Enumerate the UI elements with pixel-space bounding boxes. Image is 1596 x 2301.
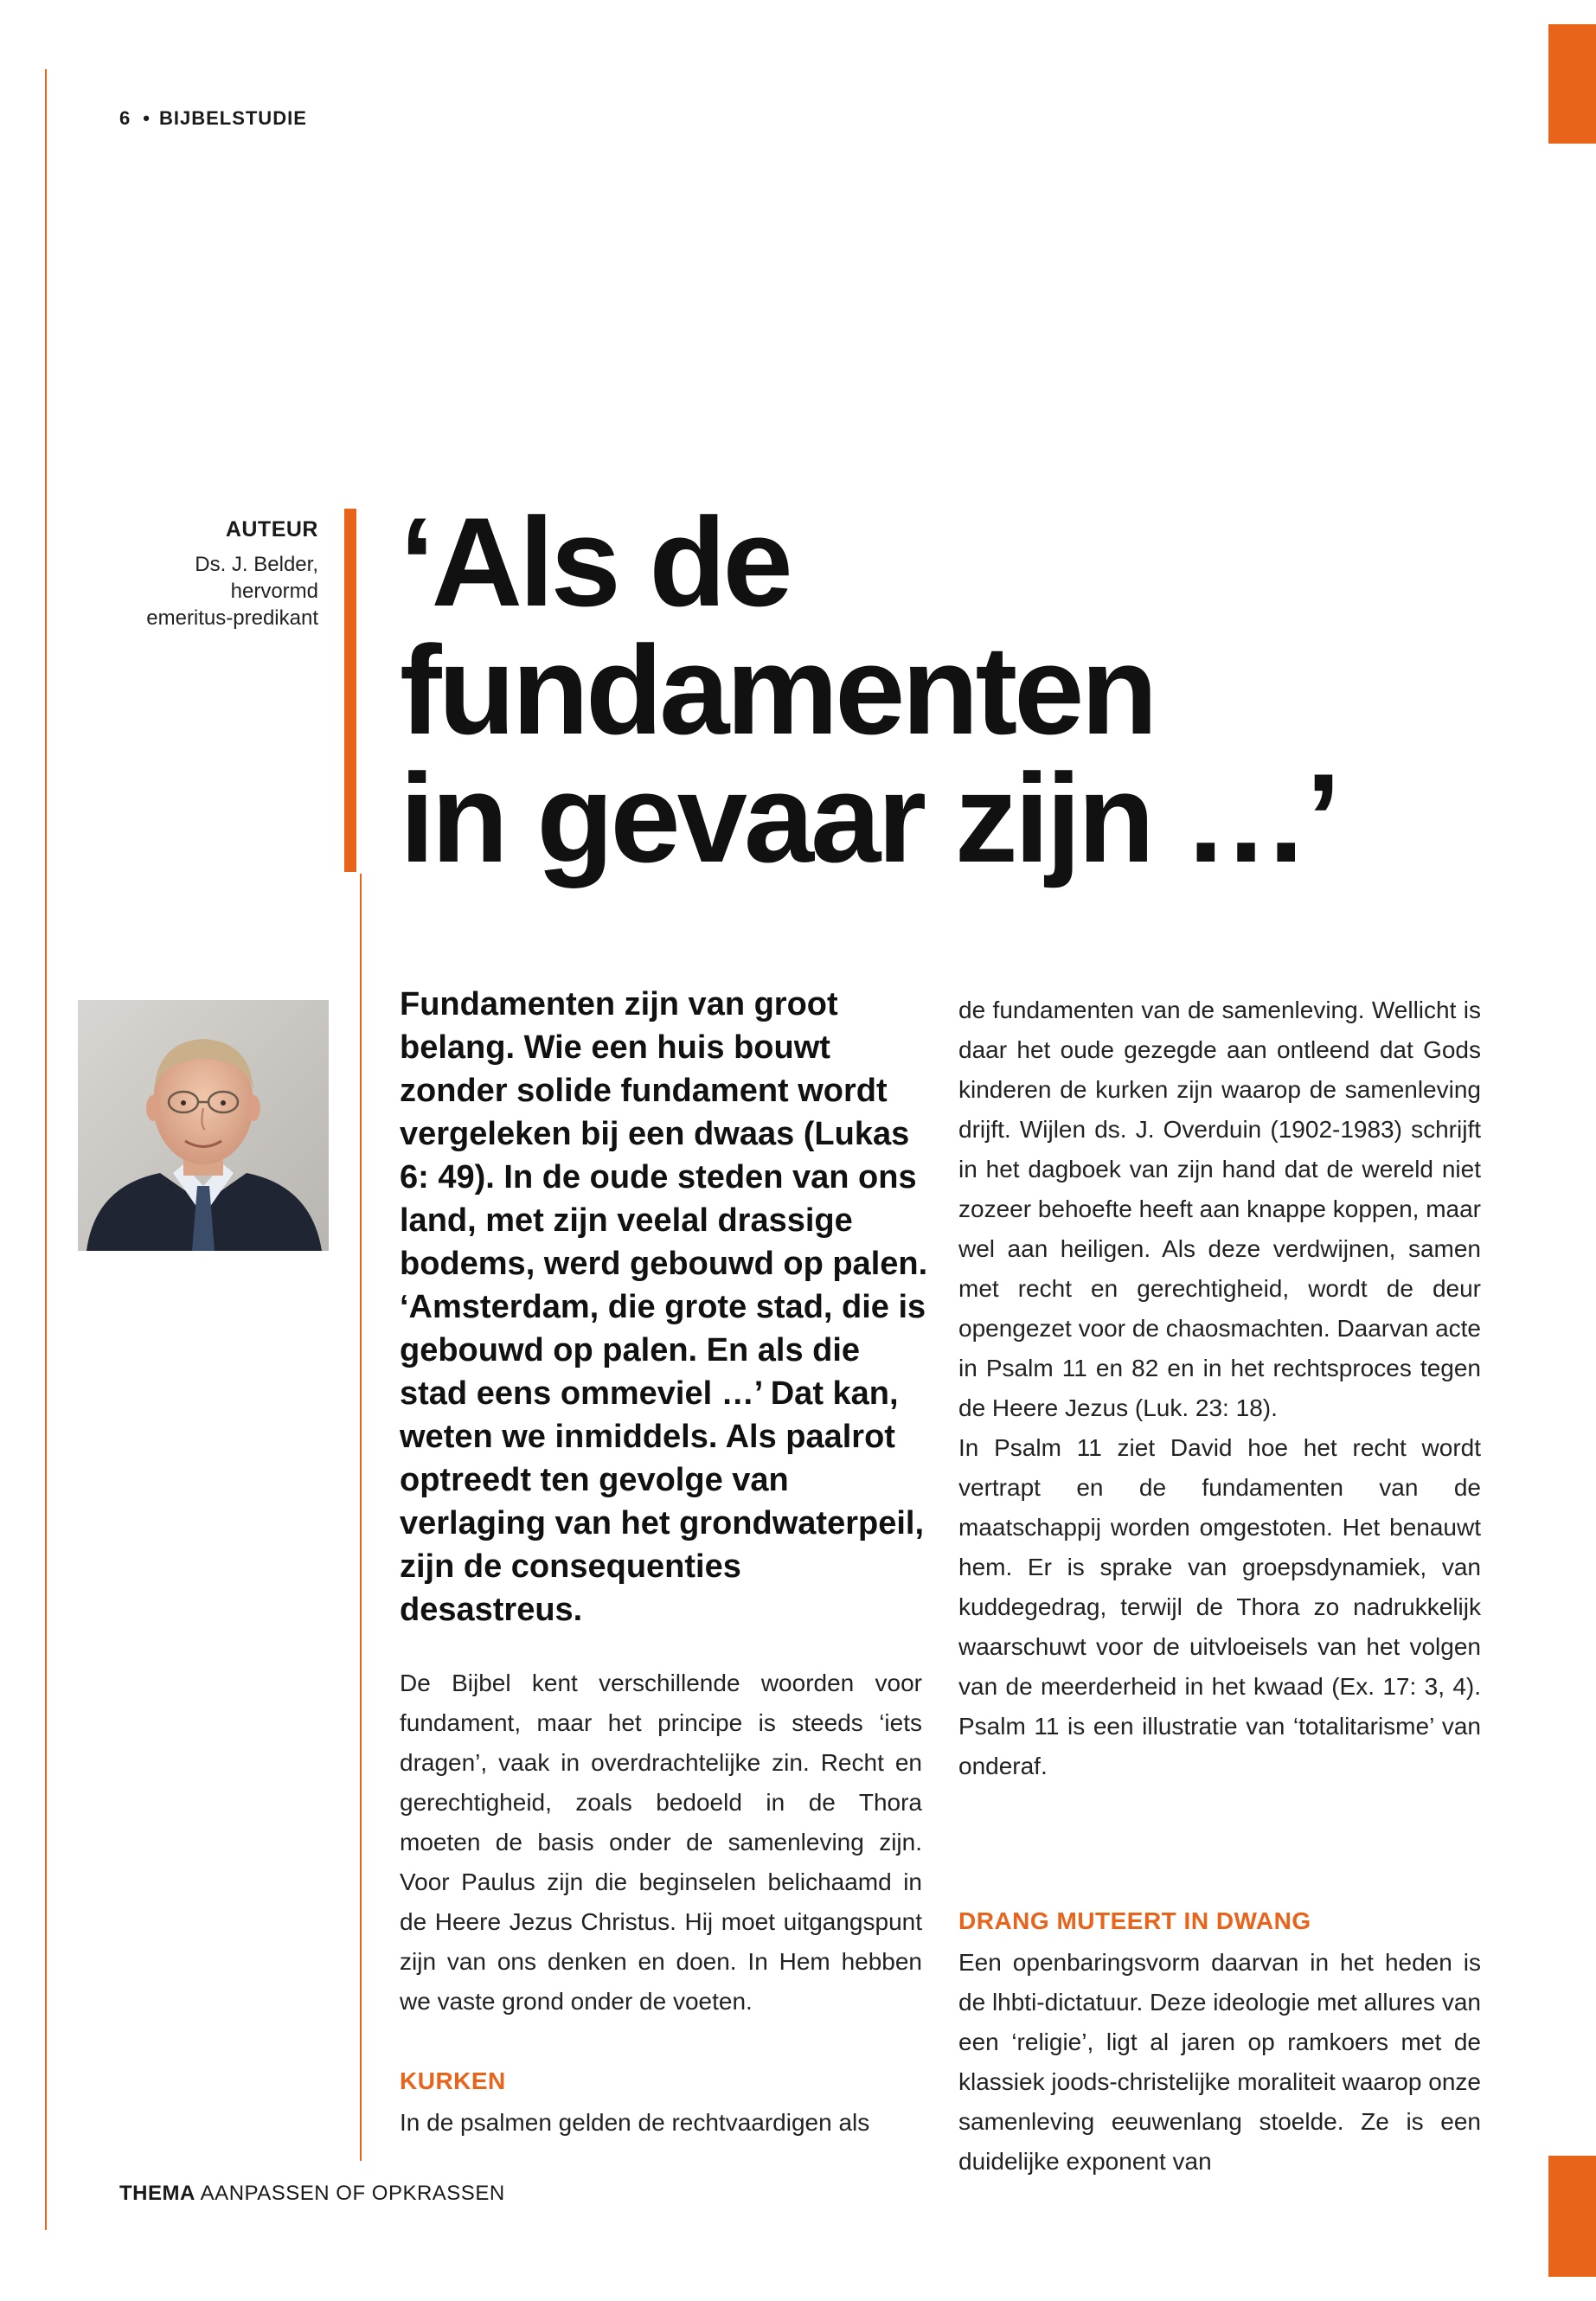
title-accent-bar xyxy=(344,509,356,872)
footer-thema-label: THEMA xyxy=(119,2182,195,2205)
col1-paragraph-1: De Bijbel kent verschillende woorden voor fundament, maar het principe is steeds ‘iets dragen’, vaak in overdrachtelijke zin. Recht en gerechtigheid, zoals bedoeld in de Thora moeten de basis onder de samenleving zijn. Voor Paulus zijn die beginselen belichaamd in de Heere Jezus Christus. Hij moet uitgangspunt zijn van ons denken en doen. In Hem hebben we vaste grond onder de voeten. xyxy=(400,1670,922,2015)
column-2 xyxy=(958,990,1481,1786)
author-role-line1: hervormd xyxy=(230,580,318,603)
author-label: AUTEUR xyxy=(225,517,318,542)
col2-paragraph-3: Een openbaringsvorm daarvan in het heden is de lhbti-dictatuur. Deze ideologie met allures van een ‘religie’, ligt al jaren op ramkoers met de klassiek joods-christelijke moraliteit waarop onze samenleving eeuwenlang stoelde. Ze is een duidelijke exponent van xyxy=(958,1949,1481,2175)
column-2-section xyxy=(958,1901,1481,2182)
heading-drang-muteert: DRANG MUTEERT IN DWANG xyxy=(958,1907,1311,1934)
col2-paragraph-2: In Psalm 11 ziet David hoe het recht wordt vertrapt en de fundamenten van de maatschappij worden omgestoten. Het benauwt hem. Er is sprake van groepsdynamiek, van kuddegedrag, terwijl de Thora zo nadrukkelijk waarschuwt voor de uitvloeisels van het volgen van de meerderheid in het kwaad (Ex. 17: 3, 4). Psalm 11 is een illustratie van ‘totalitarisme’ van onderaf. xyxy=(958,1434,1481,1779)
author-photo xyxy=(78,1000,329,1251)
column-1 xyxy=(400,1663,922,2143)
section-label: BIJBELSTUDIE xyxy=(158,107,307,129)
column-rule xyxy=(360,874,362,2161)
author-role-line2: emeritus-predikant xyxy=(146,606,318,630)
author-block xyxy=(87,517,318,631)
footer-thema-title: AANPASSEN OF OPKRASSEN xyxy=(200,2182,505,2205)
intro-paragraph: Fundamenten zijn van groot belang. Wie een huis bouwt zonder solide fundament wordt vergeleken bij een dwaas (Lukas 6: 49). In de oude steden van ons land, met zijn veelal drassige bodems, werd gebouwd op palen. ‘Amsterdam, die grote stad, die is gebouwd op palen. En als die stad eens ommeviel …’ Dat kan, weten we inmiddels. Als paalrot optreedt ten gevolge van verlaging van het grondwaterpeil, zijn de consequenties desastreus. xyxy=(400,986,928,1628)
title-line-2: fundamenten xyxy=(400,619,1155,760)
heading-kurken: KURKEN xyxy=(400,2067,506,2094)
page-number: 6 xyxy=(119,107,131,129)
col2-paragraph-1: de fundamenten van de samenleving. Wellicht is daar het oude gezegde aan ontleend dat Gods kinderen de kurken zijn waarop de samenleving drijft. Wijlen ds. J. Overduin (1902-1983) schrijft in het dagboek van zijn hand dat de wereld niet zozeer behoefte heeft aan knappe koppen, maar wel aan heiligen. Als deze verdwijnen, samen met recht en gerechtigheid, wordt de deur opengezet voor de chaosmachten. Daarvan acte in Psalm 11 en 82 en in het rechtsproces tegen de Heere Jezus (Luk. 23: 18). xyxy=(958,997,1481,1421)
left-margin-rule xyxy=(45,69,47,2230)
bottom-edge-tab xyxy=(1548,2156,1596,2277)
title-line-1: ‘Als de xyxy=(400,491,790,632)
author-name: Ds. J. Belder, xyxy=(195,553,318,576)
col1-paragraph-2: In de psalmen gelden de rechtvaardigen als xyxy=(400,2109,870,2136)
top-edge-tab xyxy=(1548,24,1596,144)
title-line-3: in gevaar zijn …’ xyxy=(400,747,1338,888)
footer-theme xyxy=(119,2182,505,2206)
header-separator: • xyxy=(143,107,151,129)
article-title xyxy=(400,491,1394,888)
running-header xyxy=(119,107,307,130)
